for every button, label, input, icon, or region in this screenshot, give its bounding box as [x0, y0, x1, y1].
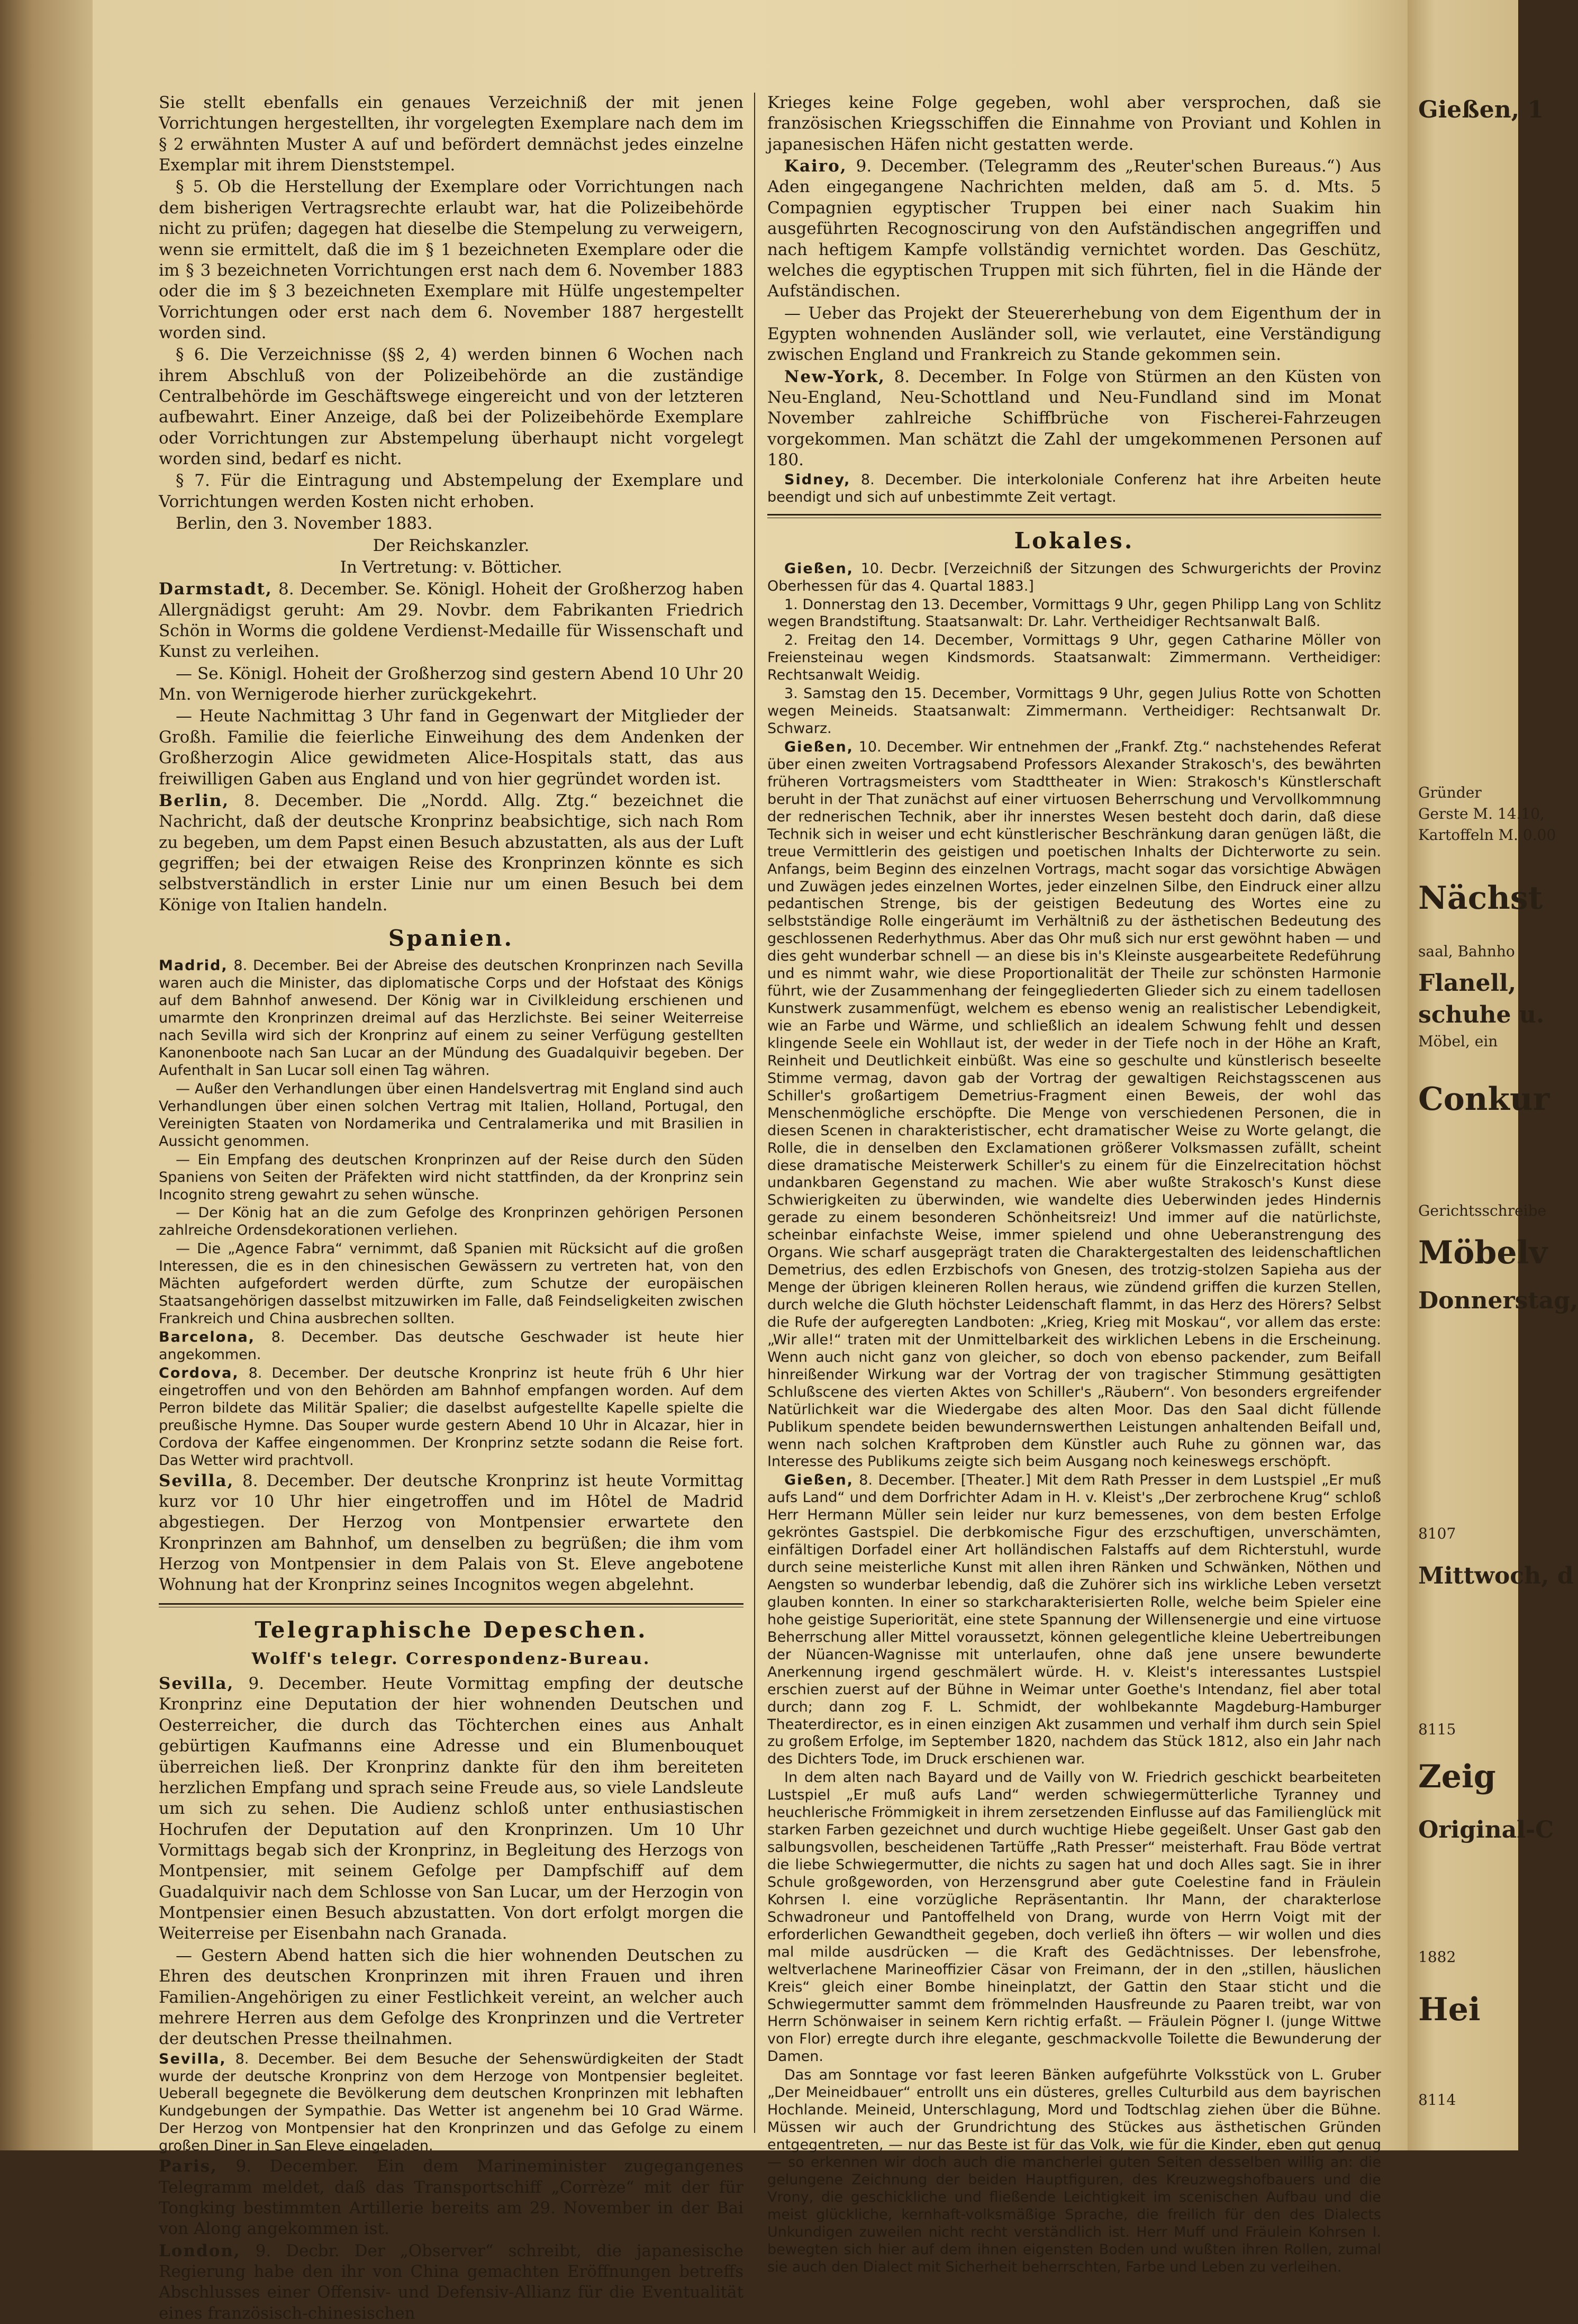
dateline-place: Sevilla, — [159, 1674, 234, 1694]
paragraph: — Der König hat an die zum Gefolge des Kronprinzen gehörigen Personen zahlreiche Ordensdekorationen verliehen. — [159, 1205, 743, 1239]
dateline-place: Sevilla, — [159, 1471, 234, 1490]
strip-text: Hei — [1418, 1991, 1481, 2028]
strip-text: saal, Bahnho — [1418, 943, 1515, 960]
news-item — [767, 739, 1381, 1471]
dateline-place: Cordova, — [159, 1364, 239, 1381]
paragraph: — Die „Agence Fabra“ vernimmt, daß Spanien mit Rücksicht auf die großen Interessen, die es in den chinesischen Gewässern zu vertreten hat, von den Mächten aufgefordert werden dürfte, zum Schutze der europäischen Staatsangehörigen dasselbst mitzuwirken im Falle, daß Feindseligkeiten zwischen Frankreich und China ausbrechen sollten. — [159, 1241, 743, 1327]
strip-text: Donnerstag, — [1418, 1287, 1578, 1314]
strip-text: Mittwoch, d — [1418, 1562, 1574, 1589]
signature-title: Der Reichskanzler. — [373, 536, 530, 555]
strip-text: Gerste M. 14.10, — [1418, 805, 1545, 822]
news-text: 8. December. Das deutsche Geschwader ist heute hier angekommen. — [159, 1329, 743, 1363]
dateline-place: Kairo, — [784, 157, 847, 176]
news-item — [767, 156, 1381, 302]
news-item — [159, 1365, 743, 1470]
strip-text: 8107 — [1418, 1525, 1456, 1542]
strip-text: Zeig — [1418, 1758, 1496, 1795]
paragraph: Sie stellt ebenfalls ein genaues Verzeichniß der mit jenen Vorrichtungen hergestellten, ihr vorgelegten Exemplare nach dem im § 2 erwähnten Muster A auf und befördert demnächst jedes einzelne Exemplar mit ihrem Dienststempel. — [159, 93, 743, 175]
paragraph: § 5. Ob die Herstellung der Exemplare oder Vorrichtungen nach dem bisherigen Vertragsrechte erlaubt war, hat die Polizeibehörde nicht zu prüfen; dagegen hat dieselbe die Stempelung zu verweigern, wenn sie ermittelt, daß die im § 1 bezeichneten Exemplare oder die im § 3 bezeichneten Vorrichtungen erst nach dem 6. November 1883 oder die im § 3 bezeichneten Exemplare mit Hülfe ungestempelter Vorrichtungen oder erst nach dem 6. November 1887 hergestellt worden sind. — [159, 177, 743, 342]
dateline-place: Darmstadt, — [159, 580, 273, 599]
strip-text: Möbelv — [1418, 1234, 1548, 1271]
news-text: 8. December. Der deutsche Kronprinz ist heute früh 6 Uhr hier eingetroffen und von den Behörden am Bahnhof empfangen worden. Auf dem Perron bildete das Militär Spalier; die daselbst aufgestellte Kapelle spielte die preußische Hymne. Das Souper wurde gestern Abend 10 Uhr in Alcazar, hier in Cordova der Kaffee eingenommen. Der Kronprinz setzte sodann die Reise fort. Das Wetter wird prachtvoll. — [159, 1364, 743, 1469]
news-item — [159, 2241, 743, 2324]
paragraph: — Außer den Verhandlungen über einen Handelsvertrag mit England sind auch Verhandlungen über einen solchen Vertrag mit Italien, Holland, Portugal, den Vereinigten Staaten von Nordamerika und Centralamerika und mit Brasilien in Aussicht genommen. — [159, 1080, 743, 1150]
strip-text: 1882 — [1418, 1948, 1456, 1966]
dateline-place: London, — [159, 2241, 241, 2260]
section-heading: Spanien. — [388, 925, 514, 952]
dateline-place: Sevilla, — [159, 2050, 226, 2067]
section-heading: Lokales. — [1014, 528, 1135, 554]
adjacent-page-strip — [1408, 0, 1578, 2150]
list-item: 1. Donnerstag den 13. December, Vormittags 9 Uhr, gegen Philipp Lang von Schlitz wegen Brandstiftung. Staatsanwalt: Dr. Lahr. Vertheidiger Rechtsanwalt Balß. — [767, 596, 1381, 630]
paragraph: — Se. Königl. Hoheit der Großherzog sind gestern Abend 10 Uhr 20 Mn. von Wernigerode hierher zurückgekehrt. — [159, 664, 743, 704]
news-text: 8. December. Bei dem Besuche der Sehenswürdigkeiten der Stadt wurde der deutsche Kronprinz von dem Herzoge von Montpensier begleitet. Ueberall begegnete die Bevölkerung dem deutschen Kronprinzen mit lebhaften Kundgebungen der Sympathie. Das Wetter ist angenehm bei 10 Grad Wärme. Der Herzog von Montpensier hat den Kronprinzen und das Gefolge zu einem großen Diner in San Eleve eingeladen. — [159, 2050, 743, 2155]
strip-text: Gründer — [1418, 784, 1482, 801]
list-item: 3. Samstag den 15. December, Vormittags 9 Uhr, gegen Julius Rotte von Schotten wegen Meineids. Staatsanwalt: Zimmermann. Vertheidiger: Rechtsanwalt Dr. Schwarz. — [767, 685, 1381, 737]
dateline-place: Gießen, — [784, 1472, 854, 1489]
news-text: 9. December. (Telegramm des „Reuter'schen Bureaus.“) Aus Aden eingegangene Nachrichten melden, daß am 5. d. Mts. 5 Compagnien egyptischer Truppen bei einer nach Suakim hin ausgeführten Recognoscirung von den Aufständischen angegriffen und nach heftigem Kampfe vollständig vernichtet worden. Das Geschütz, welches die egyptischen Truppen mit sich führten, fiel in die Hände der Aufständischen. — [767, 157, 1381, 301]
strip-text: Gießen, 1 — [1418, 96, 1544, 123]
paragraph: — Heute Nachmittag 3 Uhr fand in Gegenwart der Mitglieder der Großh. Familie die feierliche Einweihung des dem Andenken der Großherzogin Alice gewidmeten Alice-Hospitals statt, das aus freiwilligen Gaben aus England und von hier gegründet worden ist. — [159, 707, 743, 789]
dateline-place: Gießen, — [784, 739, 854, 756]
dateline-place: Paris, — [159, 2157, 217, 2176]
strip-text: Gerichtsschreibe — [1418, 1202, 1547, 1219]
signature-name: In Vertretung: v. Bötticher. — [340, 557, 563, 577]
sub-heading: Wolff's telegr. Correspondenz-Bureau. — [251, 1650, 651, 1669]
news-text: 8. December. Der deutsche Kronprinz ist heute Vormittag kurz vor 10 Uhr hier eingetroffen und im Hôtel de Madrid abgestiegen. Der Herzog von Montpensier erwartete den Kronprinzen am Bahnhof, um denselben zu begrüßen; die ihm vom Herzog von Montpensier in dem Palais von St. Eleve angebotene Wohnung hat der Kronprinz seines Incognitos wegen abgelehnt. — [159, 1471, 743, 1595]
strip-text: Conkur — [1418, 1081, 1550, 1118]
paragraph: Das am Sonntage vor fast leeren Bänken aufgeführte Volksstück von L. Gruber „Der Meineidbauer“ entrollt uns ein düsteres, grelles Culturbild aus dem bayrischen Hochlande. Meineid, Unterschlagung, Mord und Todtschlag ziehen über die Bühne. Müssen wir auch der Grundrichtung des Stückes aus ästhetischen Gründen entgegentreten, — nur das Beste ist für das Volk, wie für die Kinder, eben gut genug — so erkennen wir doch auch die mancherlei guten Seiten desselben willig an: die gelungene Zeichnung der beiden Hauptfiguren, des Kreuzwegshofbauers und die Vrony, die geschickliche und fließende Leichtigkeit im scenischen Aufbau und die meist glückliche, kernhaft-volksmäßige Sprache, die freilich für den des Dialects Unkundigen zuweilen nicht recht verständlich ist. Herr Muff und Fräulein Kohrsen I. bewegten sich hier auf dem ihnen eigensten Boden und wußten ihren Rollen, zumal sie auch den Dialect mit Sicherheit beherrschten, Farbe und Leben zu verleihen. — [767, 2067, 1381, 2275]
news-item — [767, 472, 1381, 507]
strip-text: Flanell, — [1418, 970, 1517, 997]
news-item — [159, 957, 743, 1080]
news-text: 9. Decbr. Der „Observer“ schreibt, die japanesische Regierung habe den ihr von China gemachten Eröffnungen betreffs Abschlusses einer Offensiv- und Defensiv-Allianz für die Eventualität eines französisch-chinesischen — [159, 2241, 743, 2323]
news-item — [159, 1674, 743, 1945]
news-item — [159, 579, 743, 662]
news-item — [767, 367, 1381, 471]
list-item: 2. Freitag den 14. December, Vormittags 9 Uhr, gegen Catharine Möller von Freiensteinau wegen Kindsmords. Staatsanwalt: Zimmermann. Vertheidiger: Rechtsanwalt Weidig. — [767, 632, 1381, 684]
news-text: 8. December. [Theater.] Mit dem Rath Presser in dem Lustspiel „Er muß aufs Land“ und dem Dorfrichter Adam in H. v. Kleist's „Der zerbrochene Krug“ schloß Herr Hermann Müller sein leider nur kurz bemessenes, von dem besten Erfolge gekröntes Gastspiel. Die derbkomische Figur des erzschuftigen, unverschämten, einfältigen Dorfadel einer Art holländischen Falstaffs auf dem Richterstuhl, wurde durch seine meisterliche Kunst mit allen ihren Ränken und Schwänken, Nöthen und Aengsten so wunderbar lebendig, daß die Zuhörer sich ins wirkliche Leben versetzt glauben konnten. In einer so starkcharakterisierten Rolle, welche beim Spieler eine hohe geistige Superiorität, eine stete Spannung der Willensenergie und eine virtuose Beherrschung aller Mittel voraussetzt, können gelegentliche kleine Uebertreibungen der Nüancen-Wagnisse mit unterlaufen, ohne daß jene unsere bewunderte Anerkennung irgend geschmälert würde. H. v. Kleist's interessantes Lustspiel erschien zuerst auf der Bühne in Weimar unter Goethe's Intendanz, fiel aber total durch; dann zog F. L. Schmidt, der wohlbekannte Magdeburg-Hamburger Theaterdirector, es in einen einzigen Akt zusammen und verhalf ihm durch sein Spiel zu großem Erfolge, im September 1820, nachdem das Stück 1812, also ein Jahr nach des Dichters Tode, im Druck erschienen war. — [767, 1472, 1381, 1768]
paragraph: — Gestern Abend hatten sich die hier wohnenden Deutschen zu Ehren des deutschen Kronprinzen mit ihren Frauen und ihren Familien-Angehörigen zu einer Festlichkeit vereint, an welcher auch mehrere Herren aus dem Gefolge des Kronprinzen und die Vertreter der deutschen Presse theilnahmen. — [159, 1946, 743, 2049]
news-item — [159, 1471, 743, 1596]
dateline-place: Barcelona, — [159, 1329, 255, 1346]
column-divider — [754, 93, 755, 2133]
news-item — [159, 791, 743, 916]
paragraph: Berlin, den 3. November 1883. — [176, 514, 433, 533]
section-heading: Telegraphische Depeschen. — [255, 1616, 648, 1643]
strip-text: 8115 — [1418, 1721, 1456, 1738]
news-text: 10. December. Wir entnehmen der „Frankf. Ztg.“ nachstehendes Referat über einen zweiten Vortragsabend Professors Alexander Strakosch's, des bewährten früheren Vortragsmeisters vom Stadttheater in Wien: Strakosch's Künstlerschaft beruht in der That zunächst auf einer virtuosen Beherrschung und Vervollkommnung der rednerischen Technik, aber ihr innerstes Wesen besteht doch darin, daß diese Technik sich in weiser und echt künstlerischer Beschränkung daran genügen läßt, die treue Vermittlerin des geistigen und poetischen Inhalts der Dichterworte zu sein. Anfangs, beim Beginn des einzelnen Vortrags, macht sogar das vorsichtige Abwägen und Zuwägen jedes einzelnen Wortes, jeder einzelnen Silbe, den Eindruck einer allzu pedantischen Strenge, bis der geistigen Bedeutung des Wortes eine zu selbstständige Rolle eingeräumt im Verhältniß zu der ästhetischen Bedeutung des geschlossenen Rederhythmus. Aber das Ohr muß sich nur erst gewöhnt haben — und dies geht wunderbar schnell — an diese bis in's Kleinste ausgearbeitete Redeführung und es nimmt wahr, wie diese Proportionalität der Theile zur schönsten Harmonie führt, wie der Zusammenhang der feingegliederten Glieder sich zu einem tadellosen Kunstwerk zusammenfügt, welchem es ebenso wenig an realistischer Lebendigkeit, wie an Farbe und Wärme, und schließlich an idealem Schwung fehlt und dessen klingende Seele ein Wohllaut ist, der weder in der Tiefe noch in der Höhe an Kraft, Reinheit und Deutlichkeit einbüßt. Was eine so geschulte und künstlerisch beseelte Stimme vermag, davon gab der Vortrag der gewaltigen Reichstagsscenen aus Schiller's großartigem Demetrius-Fragment einen Beweis, der wohl das Menschenmögliche erschöpfte. Die Menge von verschiedenen Personen, die in diesen Scenen in charakteristischer, echt dramatischer Weise zu Worte gelangt, die Rolle, die in denselben den Exclamationen größerer Volksmassen zufällt, scheint diese dramatische Meisterwerk Schiller's zu einem für die Einzelrecitation höchst undankbaren Gegenstand zu machen. Wie aber wußte Strakosch's Kunst diese Schwierigkeiten zu überwinden, wie wandelte dies Ueberwinden jedes Hindernis gerade zu einem besonderen Schönheitsreiz! Und immer auf die natürlichste, scheinbar einfachste Weise, immer spielend und ohne Ueberanstrengung des Organs. Wie scharf ausgeprägt traten die Charaktergestalten des leidenschaftlichen Demetrius, des edlen Erzbischofs von Gnesen, des trotzig-stolzen Sapieha aus der Menge der übrigen kleineren Rollen heraus, wie zündend griffen die kurzen Stellen, durch welche die Gluth höchster Leidenschaft flammt, in das Herz des Hörers? Selbst die Rufe der aufgeregten Landboten: „Krieg, Krieg mit Moskau“, vor allem das erste: „Wir alle!“ traten mit der Unmittelbarkeit des wirklichen Lebens in die Erscheinung. Wenn auch nicht ganz von gleicher, so doch von ebenso packender, zum Beifall hinreißender Wirkung war der Vortrag der von tragischer Stimmung gesättigten Schlußscene des vierten Aktes von Schiller's „Räubern“. Von besonders ergreifender Natürlichkeit war die Wiedergabe des alten Moor. Das den Saal dicht füllende Publikum spendete beiden bewundernswerthen Leistungen anhaltenden Beifall und, wenn nach solchen Kraftproben dem Künstler auch Ruhe zu gönnen war, das Interesse des Publikums zeigte sich beim Ausgang noch keineswegs erschöpft. — [767, 739, 1381, 1470]
strip-text: Kartoffeln M. 0.00 — [1418, 826, 1556, 844]
news-item — [767, 1472, 1381, 1768]
strip-text: Möbel, ein — [1418, 1033, 1498, 1050]
strip-text: Original-C — [1418, 1816, 1554, 1843]
strip-text: Nächst — [1418, 880, 1543, 917]
news-item — [159, 2156, 743, 2239]
middle-column — [767, 93, 1382, 2275]
news-text: 8. December. Bei der Abreise des deutschen Kronprinzen nach Sevilla waren auch die Minister, das diplomatische Corps und der Hofstaat des Königs auf dem Bahnhof anwesend. Der König war in Civilkleidung erschienen und umarmte den Kronprinzen dreimal auf das Herzlichste. Bei seiner Weiterreise nach Sevilla wird sich der Kronprinz auf einem zu seiner Verfügung gestellten Kanonenboote nach San Lucar an der Mündung des Guadalquivir begeben. Der Aufenthalt in San Lucar soll einen Tag währen. — [159, 957, 743, 1079]
news-text: 9. December. Heute Vormittag empfing der deutsche Kronprinz eine Deputation der hier wohnenden Deutschen und Oesterreicher, die durch das Töchterchen eines aus Anhalt gebürtigen Kaufmanns eine Adresse und ein Blumenbouquet überreichen ließ. Der Kronprinz dankte für den ihm bereiteten herzlichen Empfang und sprach seine Freude aus, so viele Landsleute um sich zu sehen. Die Audienz schloß unter enthusiastischen Hochrufen der Deputation auf den Kronprinzen. Um 10 Uhr Vormittags begab sich der Kronprinz, in Begleitung des Herzogs von Montpensier, mit seinem Gefolge per Dampfschiff auf dem Guadalquivir nach dem Schlosse von San Lucar, um der Herzogin von Montpensier einen Besuch abzustatten. Von dort erfolgt morgen die Weiterreise per Eisenbahn nach Granada. — [159, 1674, 743, 1943]
paragraph: In dem alten nach Bayard und de Vailly von W. Friedrich geschickt bearbeiteten Lustspiel „Er muß aufs Land“ werden schwiegermütterliche Tyranney und heuchlerische Frömmigkeit in ihrem zersetzenden Einflusse auf das Familienglück mit starken Farben gezeichnet und durch wuchtige Hiebe gegeißelt. Unser Gast gab den salbungsvollen, bescheidenen Tartüffe „Rath Presser“ meisterhaft. Frau Böde vertrat die liebe Schwiegermutter, die nichts zu sagen hat und doch Alles sagt. Sie in ihrer Schule großgeworden, von Herzensgrund aber gute Coelestine fand in Fräulein Kohrsen I. eine vorzügliche Repräsentantin. Ihr Mann, der charakterlose Schwadroneur und Pantoffelheld von Drang, wurde von Herrn Voigt mit der erforderlichen Gewandtheit gegeben, doch verließ ihn öfters — wir wollen und dies mal milde ausdrücken — die Kraft des Gedächtnisses. Der lebensfrohe, weltverlachene Marineoffizier Cäsar von Freimann, der in den „stillen, häuslichen Kreis“ gleich einer Bombe hineinplatzt, der Gattin den Staar sticht und die Schwiegermutter sammt dem frömmelnden Hausfreunde zu Paaren treibt, war von Herrn Schönwaiser in seinem Kern richtig erfaßt. — Fräulein Pögner I. (junge Wittwe von Flor) erregte durch ihre elegante, geschmackvolle Toilette die Bewunderung der Damen. — [767, 1769, 1381, 2065]
dateline-place: Sidney, — [784, 472, 851, 489]
dateline-place: Berlin, — [159, 791, 230, 810]
news-text: 8. December. Die interkoloniale Conferenz hat ihre Arbeiten heute beendigt und sich auf unbestimmte Zeit vertagt. — [767, 472, 1381, 506]
news-item — [767, 560, 1381, 595]
paragraph: § 7. Für die Eintragung und Abstempelung der Exemplare und Vorrichtungen werden Kosten nicht erhoben. — [159, 471, 743, 511]
dateline-place: Madrid, — [159, 957, 228, 974]
left-column — [159, 93, 743, 2323]
strip-text: schuhe u. — [1418, 1001, 1545, 1028]
paragraph: — Ueber das Projekt der Steuererhebung von dem Eigenthum der in Egypten wohnenden Ausländer soll, wie verlautet, eine Verständigung zwischen England und Frankreich zu Stande gekommen sein. — [767, 303, 1381, 365]
strip-text: 8114 — [1418, 2091, 1456, 2109]
dateline-place: Gießen, — [784, 560, 854, 577]
news-text: 10. Decbr. [Verzeichniß der Sitzungen des Schwurgerichts der Provinz Oberhessen für das 4. Quartal 1883.] — [767, 560, 1381, 594]
paragraph: — Ein Empfang des deutschen Kronprinzen auf der Reise durch den Süden Spaniens von Seiten der Präfekten wird nicht stattfinden, da der Kronprinz sein Incognito streng gewahrt zu sehen wünsche. — [159, 1151, 743, 1203]
section-divider — [159, 1603, 743, 1607]
section-divider — [767, 514, 1381, 518]
news-text: 8. December. In Folge von Stürmen an den Küsten von Neu-England, Neu-Schottland und Neu-Fundland sind im Monat November zahlreiche Schiffbrüche von Fischerei-Fahrzeugen vorgekommen. Man schätzt die Zahl der umgekommenen Personen auf 180. — [767, 367, 1382, 470]
news-item — [159, 1329, 743, 1364]
news-text: 8. December. Die „Nordd. Allg. Ztg.“ bezeichnet die Nachricht, daß der deutsche Kronprinz beabsichtige, sich nach Rom zu begeben, um dem Papst einen Besuch abzustatten, als aus der Luft gegriffen; bei der etwaigen Reise des Kronprinzen könnte es sich selbstverständlich in erster Linie nur um einen Besuch bei dem Könige von Italien handeln. — [159, 791, 743, 915]
book-spine — [0, 0, 93, 2150]
paragraph: § 6. Die Verzeichnisse (§§ 2, 4) werden binnen 6 Wochen nach ihrem Abschluß von der Polizeibehörde an die zuständige Centralbehörde im Geschäftswege eingereicht und von der letzteren aufbewahrt. Einer Anzeige, daß bei der Polizeibehörde Exemplare oder Vorrichtungen zur Abstempelung überhaupt nicht vorgelegt worden sind, bedarf es nicht. — [159, 345, 743, 469]
paragraph: Krieges keine Folge gegeben, wohl aber versprochen, daß sie französischen Kriegsschiffen die Einnahme von Proviant und Kohlen in japanesischen Häfen nicht gestatten werde. — [767, 93, 1381, 154]
news-text: 9. December. Ein dem Marineminister zugegangenes Telegramm meldet, daß das Transportschiff „Corrèze“ mit der für Tongking bestimmten Artillerie bereits am 29. November in der Bai von Along angekommen ist. — [159, 2157, 743, 2239]
dateline-place: New-York, — [784, 367, 885, 386]
news-text: 8. December. Se. Königl. Hoheit der Großherzog haben Allergnädigst geruht: Am 29. Novbr. dem Fabrikanten Friedrich Schön in Worms die goldene Verdienst-Medaille für Wissenschaft und Kunst zu verleihen. — [159, 580, 743, 662]
news-item — [159, 2051, 743, 2156]
